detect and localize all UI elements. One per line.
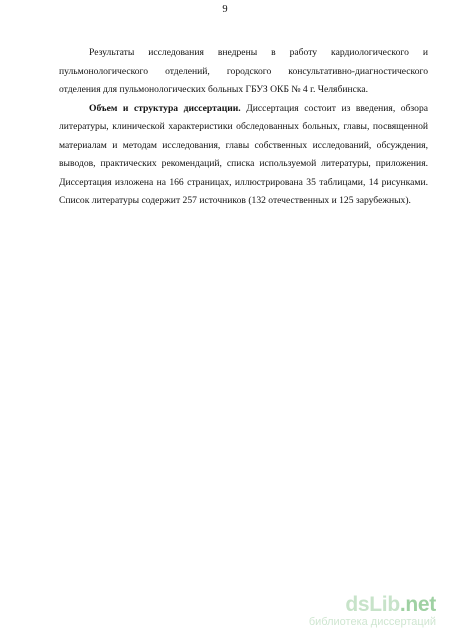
dslib-logo-suffix: .net xyxy=(399,593,436,616)
page-number: 9 xyxy=(222,4,228,15)
dslib-tagline: библиотека диссертаций xyxy=(308,616,436,628)
paragraph-implementation xyxy=(59,44,428,100)
paragraph-structure xyxy=(59,100,428,211)
dslib-logo xyxy=(309,594,436,616)
paragraph-structure-text: Диссертация состоит из введения, обзора литературы, клинической характеристики обследованных больных, главы, посвященной материалам и методам исследования, главы собственных исследований, обсуждения, выводов, практических рекомендаций, списка используемой литературы, приложения. Диссертация изложена на 166 страницах, иллюстрирована 35 таблицами, 14 рисунками. Список литературы содержит 257 источников (132 отечественных и 125 зарубежных). xyxy=(59,102,428,206)
dslib-watermark xyxy=(309,594,436,629)
dslib-logo-main: dsLib xyxy=(345,593,400,616)
document-body xyxy=(59,44,428,211)
paragraph-structure-heading: Объем и структура диссертации. xyxy=(89,102,241,114)
paragraph-implementation-text: Результаты исследования внедрены в работу кардиологического и пульмонологического отделений, городского консультативно-диагностического отделения для пульмонологических больных ГБУЗ ОКБ № 4 г. Челябинска. xyxy=(59,47,428,95)
